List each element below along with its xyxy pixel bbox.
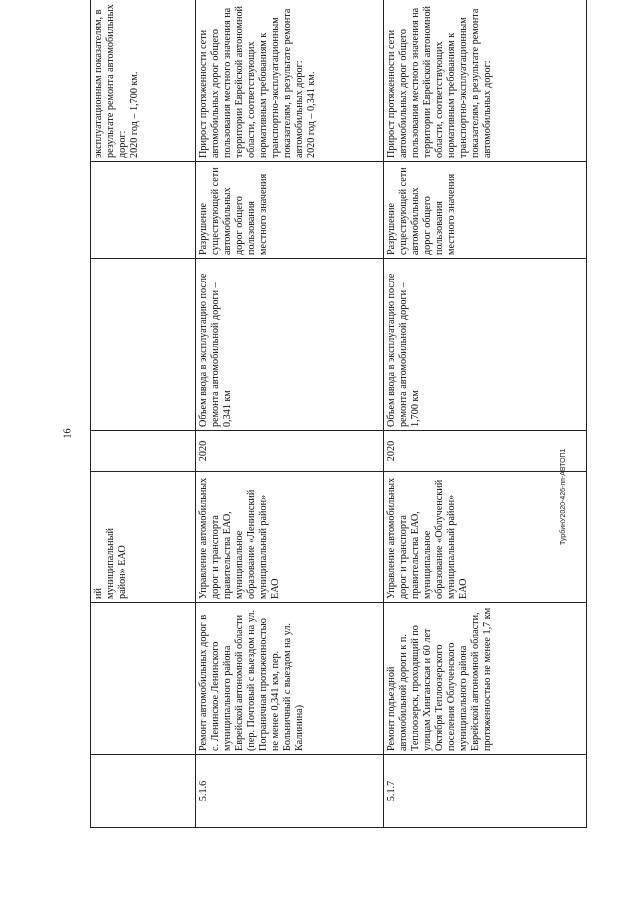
cell-indicator-text: эксплуатационным показателям, в результате ремонта автомобильных дорог: 2020 год – 1,700 км. <box>93 4 141 158</box>
cell-risks: Разрушение существующей сети автомобильных дорог общего пользования местного значения <box>196 162 384 259</box>
cell-name <box>91 603 196 755</box>
cell-risks: Разрушение существующей сети автомобильных дорог общего пользования местного значения <box>384 162 587 259</box>
cell-indicator <box>196 0 384 162</box>
cell-name: Ремонт автомобильных дорог в с. Ленинское Ленинского муниципального района Еврейской автономной области (пер. Почтовый с выездом на ул. Пограничная протяженностью не менее 0,341 км, пер. Больничный с выездом на ул. Калинина) <box>196 603 384 755</box>
cell-outcome: Объем ввода в эксплуатацию после ремонта автомобильной дороги – 0,341 км <box>196 259 384 431</box>
table-row <box>384 0 587 828</box>
cell-indicator <box>91 0 196 162</box>
page-number: 16 <box>62 428 74 439</box>
cell-year: 2020 <box>196 431 384 472</box>
cell-responsible <box>91 472 196 603</box>
cell-number: 5.1.7 <box>384 755 587 828</box>
cell-responsible-text: ий муниципальный район» ЕАО <box>93 528 129 599</box>
cell-year <box>91 431 196 472</box>
cell-responsible: Управление автомобильных дорог и транспорта правительства ЕАО, муниципальное образование «Облученский муниципальный район» ЕАО <box>384 472 587 603</box>
cell-year: 2020 <box>384 431 587 472</box>
cell-outcome <box>91 259 196 431</box>
cell-indicator-text: Прирост протяженности сети автомобильных дорог общего пользования местного значения на территории Еврейской автономной области, соответствующих нормативным требованиям к транспортно-эксплуатационным показателям, в результате ремонта автомобильных дорог: 2020 год – 0,341 км. <box>198 5 318 158</box>
table-row <box>91 0 196 828</box>
cell-number: 5.1.6 <box>196 755 384 828</box>
cell-name: Ремонт подъездной автомобильной дороги к п. Теплоозерск, проходящий по улицам Хинганская и 60 лет Октября Теплоозерского поселения Облученского муниципального района Еврейской автономной области, протяженностью не менее 1,7 км <box>384 603 587 755</box>
cell-number <box>91 755 196 828</box>
table-row <box>196 0 384 828</box>
cell-responsible: Управление автомобильных дорог и транспорта правительства ЕАО, муниципальное образование «Ленинский муниципальный район» ЕАО <box>196 472 384 603</box>
cell-risks <box>91 162 196 259</box>
cell-outcome: Объем ввода в эксплуатацию после ремонта автомобильной дороги – 1,700 км <box>384 259 587 431</box>
cell-indicator: Прирост протяженности сети автомобильных дорог общего пользования местного значения на территории Еврейской автономной области, соответствующих нормативным требованиям к транспортно-эксплуатационным показателям, в результате ремонта автомобильных дорог: <box>384 0 587 162</box>
program-activities-table <box>90 0 587 828</box>
rotated-table-container <box>90 4 579 828</box>
document-footer-code: ТурбинУ2020-426-пп-АВТОП1 <box>560 448 567 545</box>
